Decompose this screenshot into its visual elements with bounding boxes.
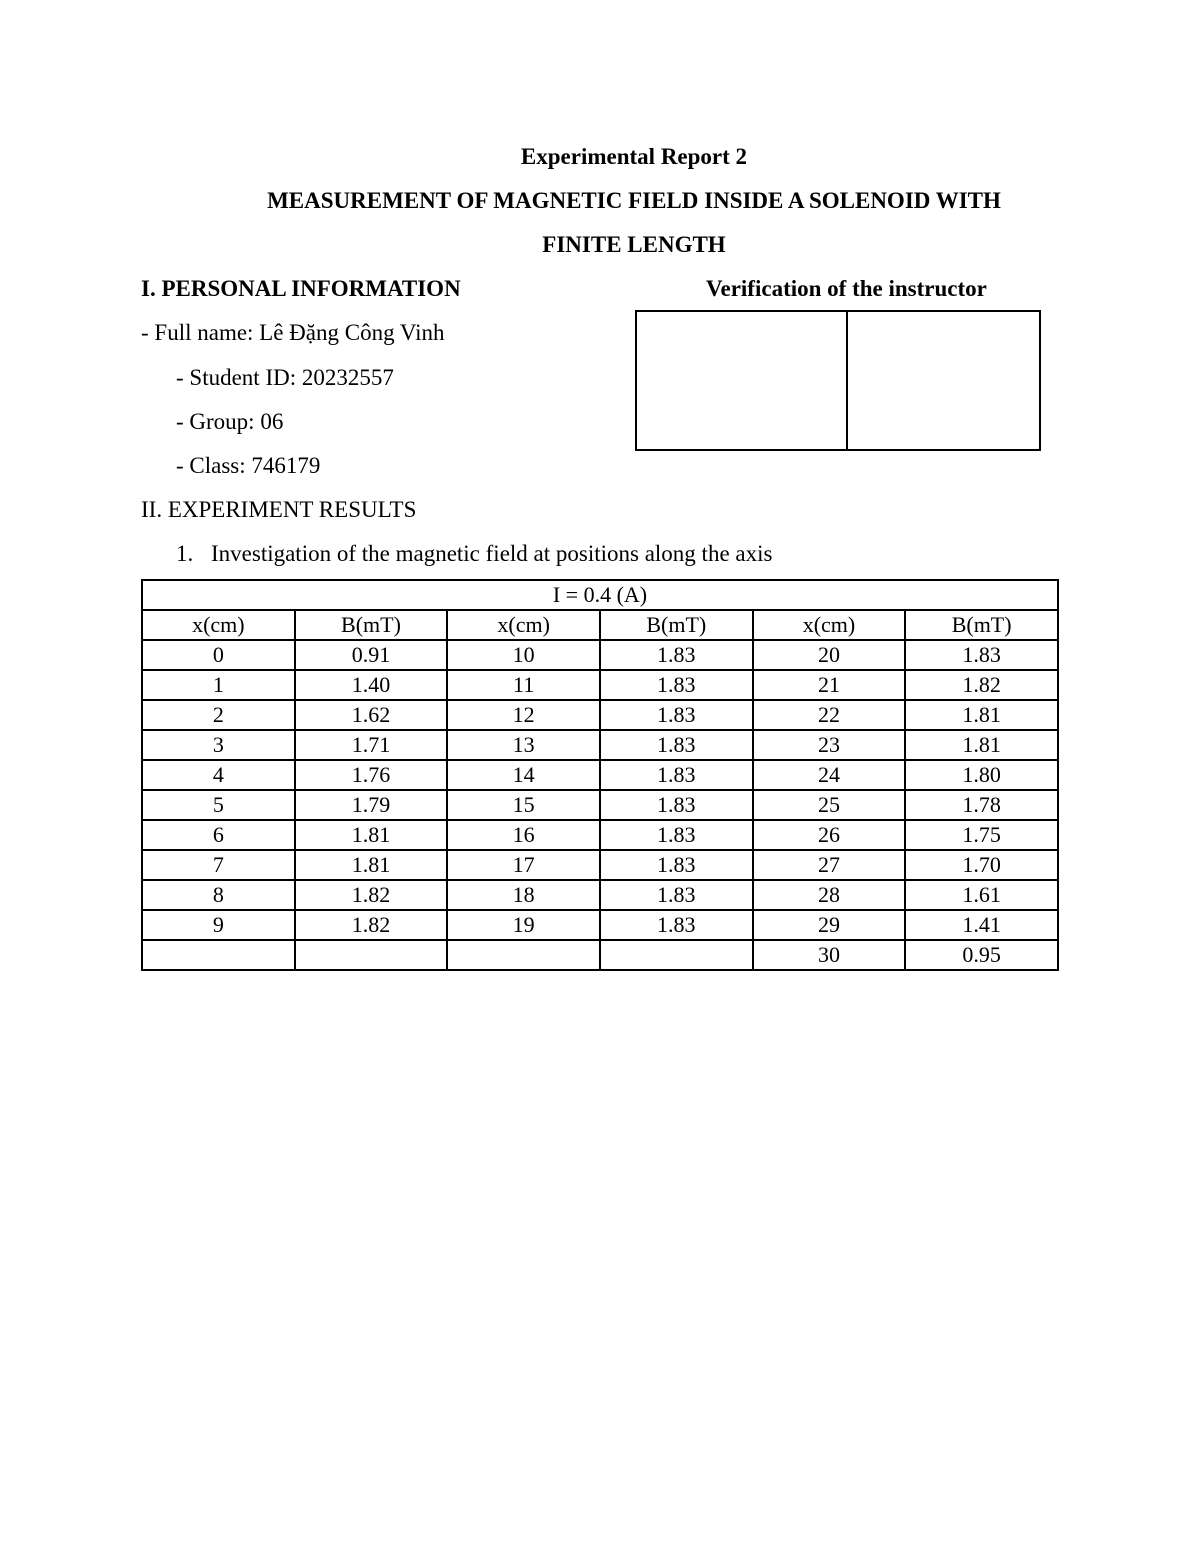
- b-mt-cell: 1.83: [600, 640, 753, 670]
- b-mt-cell: 0.95: [905, 940, 1058, 970]
- x-cm-cell: 29: [753, 910, 906, 940]
- x-cm-cell: 5: [142, 790, 295, 820]
- x-cm-cell: 6: [142, 820, 295, 850]
- current-row: [142, 580, 1058, 610]
- x-cm-cell: 30: [753, 940, 906, 970]
- x-cm-cell: 21: [753, 670, 906, 700]
- header-cell: x(cm): [447, 610, 600, 640]
- b-mt-cell: 1.81: [905, 730, 1058, 760]
- x-cm-cell: [447, 940, 600, 970]
- x-cm-cell: 4: [142, 760, 295, 790]
- group: - Group: 06: [176, 409, 284, 434]
- experiment-results-heading: II. EXPERIMENT RESULTS: [141, 497, 417, 522]
- b-mt-cell: 1.81: [295, 820, 448, 850]
- x-cm-cell: 17: [447, 850, 600, 880]
- b-mt-cell: 1.81: [905, 700, 1058, 730]
- b-mt-cell: 1.40: [295, 670, 448, 700]
- x-cm-cell: 9: [142, 910, 295, 940]
- header-cell: x(cm): [142, 610, 295, 640]
- x-cm-cell: 25: [753, 790, 906, 820]
- x-cm-cell: 23: [753, 730, 906, 760]
- header-cell: B(mT): [295, 610, 448, 640]
- b-mt-cell: 1.76: [295, 760, 448, 790]
- b-mt-cell: 1.70: [905, 850, 1058, 880]
- header-cell: B(mT): [600, 610, 753, 640]
- subsection-heading: [176, 541, 772, 567]
- x-cm-cell: 0: [142, 640, 295, 670]
- b-mt-cell: 1.78: [905, 790, 1058, 820]
- x-cm-cell: 28: [753, 880, 906, 910]
- b-mt-cell: 1.82: [295, 880, 448, 910]
- b-mt-cell: 1.80: [905, 760, 1058, 790]
- x-cm-cell: 7: [142, 850, 295, 880]
- table-row: [142, 820, 1058, 850]
- b-mt-cell: 1.83: [600, 820, 753, 850]
- x-cm-cell: 24: [753, 760, 906, 790]
- full-name: - Full name: Lê Đặng Công Vinh: [141, 320, 445, 345]
- table-row: [142, 760, 1058, 790]
- class: - Class: 746179: [176, 453, 321, 478]
- b-mt-cell: 1.83: [905, 640, 1058, 670]
- x-cm-cell: 19: [447, 910, 600, 940]
- report-subtitle-line-1: MEASUREMENT OF MAGNETIC FIELD INSIDE A SOLENOID WITH: [267, 188, 1001, 213]
- report-title: Experimental Report 2: [520, 144, 748, 169]
- x-cm-cell: 3: [142, 730, 295, 760]
- table-row: [142, 700, 1058, 730]
- x-cm-cell: 2: [142, 700, 295, 730]
- x-cm-cell: 27: [753, 850, 906, 880]
- b-mt-cell: 1.83: [600, 700, 753, 730]
- x-cm-cell: 10: [447, 640, 600, 670]
- x-cm-cell: 13: [447, 730, 600, 760]
- b-mt-cell: 1.83: [600, 850, 753, 880]
- instructor-verification-label: Verification of the instructor: [706, 276, 987, 301]
- x-cm-cell: 15: [447, 790, 600, 820]
- b-mt-cell: 1.83: [600, 880, 753, 910]
- b-mt-cell: 1.83: [600, 910, 753, 940]
- x-cm-cell: 20: [753, 640, 906, 670]
- current-label: I = 0.4 (A): [142, 580, 1058, 610]
- x-cm-cell: 1: [142, 670, 295, 700]
- b-mt-cell: 1.82: [295, 910, 448, 940]
- table-row: [142, 880, 1058, 910]
- header-cell: x(cm): [753, 610, 906, 640]
- x-cm-cell: 18: [447, 880, 600, 910]
- subsection-number: 1.: [176, 541, 194, 566]
- instructor-signature-box: [635, 310, 1041, 451]
- table-row: [142, 640, 1058, 670]
- b-mt-cell: [295, 940, 448, 970]
- b-mt-cell: 1.83: [600, 760, 753, 790]
- x-cm-cell: 16: [447, 820, 600, 850]
- b-mt-cell: 1.75: [905, 820, 1058, 850]
- header-row: [142, 610, 1058, 640]
- header-cell: B(mT): [905, 610, 1058, 640]
- b-mt-cell: 1.61: [905, 880, 1058, 910]
- b-mt-cell: 1.83: [600, 790, 753, 820]
- table-row: [142, 730, 1058, 760]
- b-mt-cell: 1.83: [600, 670, 753, 700]
- table-row: [142, 850, 1058, 880]
- b-mt-cell: 1.71: [295, 730, 448, 760]
- x-cm-cell: 22: [753, 700, 906, 730]
- x-cm-cell: 8: [142, 880, 295, 910]
- table-row: [142, 670, 1058, 700]
- b-mt-cell: [600, 940, 753, 970]
- b-mt-cell: 1.62: [295, 700, 448, 730]
- b-mt-cell: 0.91: [295, 640, 448, 670]
- table-row: [142, 790, 1058, 820]
- b-mt-cell: 1.82: [905, 670, 1058, 700]
- report-subtitle-line-2: FINITE LENGTH: [542, 232, 726, 257]
- table-row: [142, 940, 1058, 970]
- subsection-title: Investigation of the magnetic field at positions along the axis: [211, 541, 773, 566]
- x-cm-cell: 12: [447, 700, 600, 730]
- b-mt-cell: 1.79: [295, 790, 448, 820]
- x-cm-cell: 11: [447, 670, 600, 700]
- x-cm-cell: [142, 940, 295, 970]
- signature-box-divider: [846, 312, 848, 449]
- measurement-table: [141, 579, 1059, 971]
- table-row: [142, 910, 1058, 940]
- personal-info-heading: I. PERSONAL INFORMATION: [141, 276, 461, 301]
- measurement-table-body: [142, 580, 1058, 970]
- student-id: - Student ID: 20232557: [176, 365, 394, 390]
- x-cm-cell: 14: [447, 760, 600, 790]
- x-cm-cell: 26: [753, 820, 906, 850]
- b-mt-cell: 1.83: [600, 730, 753, 760]
- b-mt-cell: 1.41: [905, 910, 1058, 940]
- b-mt-cell: 1.81: [295, 850, 448, 880]
